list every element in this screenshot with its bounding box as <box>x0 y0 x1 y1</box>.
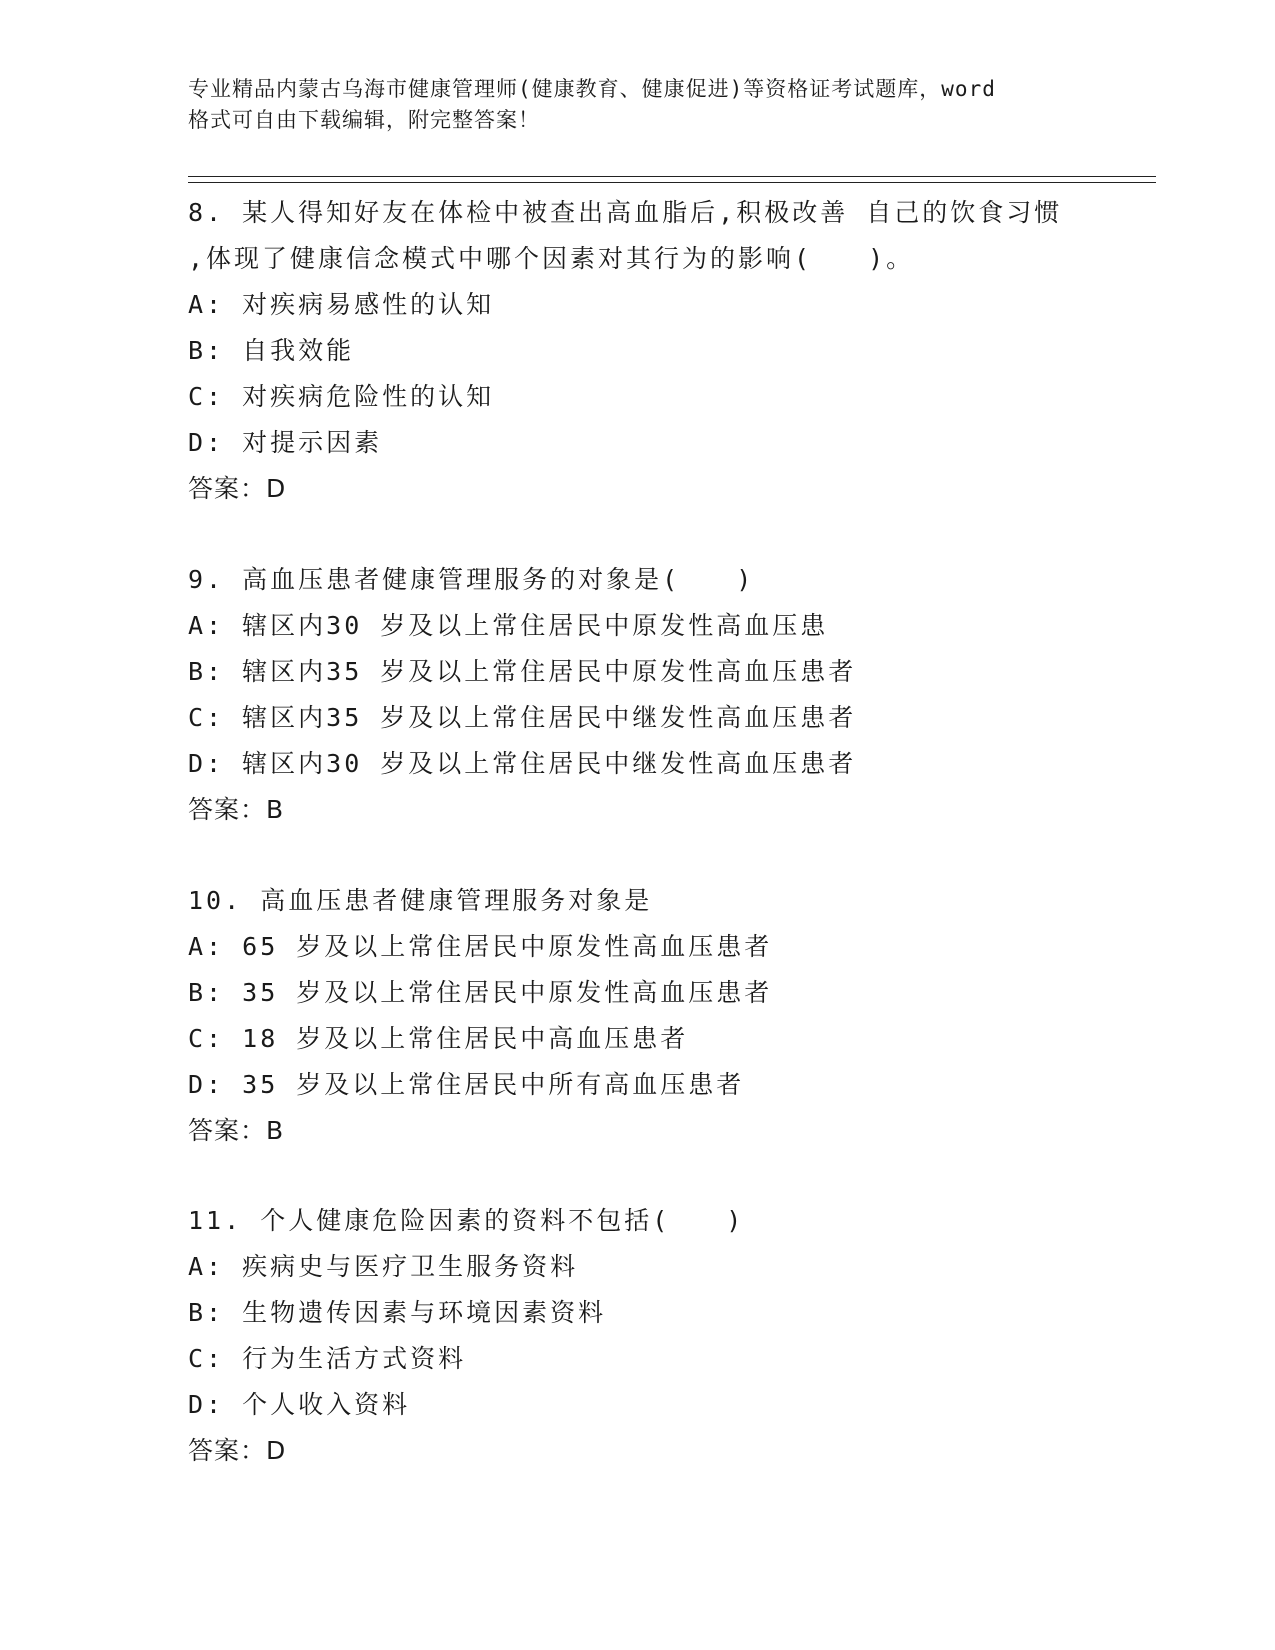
option-b: B: 生物遗传因素与环境因素资料 <box>188 1298 607 1327</box>
option-b: B: 辖区内35 岁及以上常住居民中原发性高血压患者 <box>188 657 857 686</box>
document-header <box>188 74 1088 136</box>
option-a: A: 辖区内30 岁及以上常住居民中原发性高血压患 <box>188 611 829 640</box>
answer: 答案：D <box>188 474 287 503</box>
question-stem: 11. 个人健康危险因素的资料不包括( ) <box>188 1206 745 1235</box>
question-9 <box>188 557 1148 833</box>
question-stem: 10. 高血压患者健康管理服务对象是 <box>188 886 653 915</box>
option-c: C: 18 岁及以上常住居民中高血压患者 <box>188 1024 689 1053</box>
question-8 <box>188 190 1148 512</box>
option-b: B: 自我效能 <box>188 336 355 365</box>
option-a: A: 疾病史与医疗卫生服务资料 <box>188 1252 579 1281</box>
option-d: D: 个人收入资料 <box>188 1390 411 1419</box>
header-divider-bottom <box>188 182 1156 183</box>
question-10 <box>188 878 1148 1154</box>
header-divider-top <box>188 176 1156 177</box>
option-d: D: 对提示因素 <box>188 428 383 457</box>
option-c: C: 对疾病危险性的认知 <box>188 382 495 411</box>
option-b: B: 35 岁及以上常住居民中原发性高血压患者 <box>188 978 773 1007</box>
question-stem: ,体现了健康信念模式中哪个因素对其行为的影响( )。 <box>188 244 915 273</box>
question-stem: 8. 某人得知好友在体检中被查出高血脂后,积极改善 自己的饮食习惯 <box>188 198 1063 227</box>
option-a: A: 65 岁及以上常住居民中原发性高血压患者 <box>188 932 773 961</box>
option-a: A: 对疾病易感性的认知 <box>188 290 495 319</box>
answer: 答案：D <box>188 1436 287 1465</box>
question-11 <box>188 1198 1148 1474</box>
option-d: D: 辖区内30 岁及以上常住居民中继发性高血压患者 <box>188 749 857 778</box>
header-line-1: 专业精品内蒙古乌海市健康管理师(健康教育、健康促进)等资格证考试题库，word <box>188 77 996 101</box>
question-stem: 9. 高血压患者健康管理服务的对象是( ) <box>188 565 755 594</box>
answer: 答案：B <box>188 1116 285 1145</box>
option-d: D: 35 岁及以上常住居民中所有高血压患者 <box>188 1070 745 1099</box>
option-c: C: 辖区内35 岁及以上常住居民中继发性高血压患者 <box>188 703 857 732</box>
option-c: C: 行为生活方式资料 <box>188 1344 467 1373</box>
answer: 答案：B <box>188 795 285 824</box>
header-line-2: 格式可自由下载编辑，附完整答案！ <box>188 108 540 132</box>
